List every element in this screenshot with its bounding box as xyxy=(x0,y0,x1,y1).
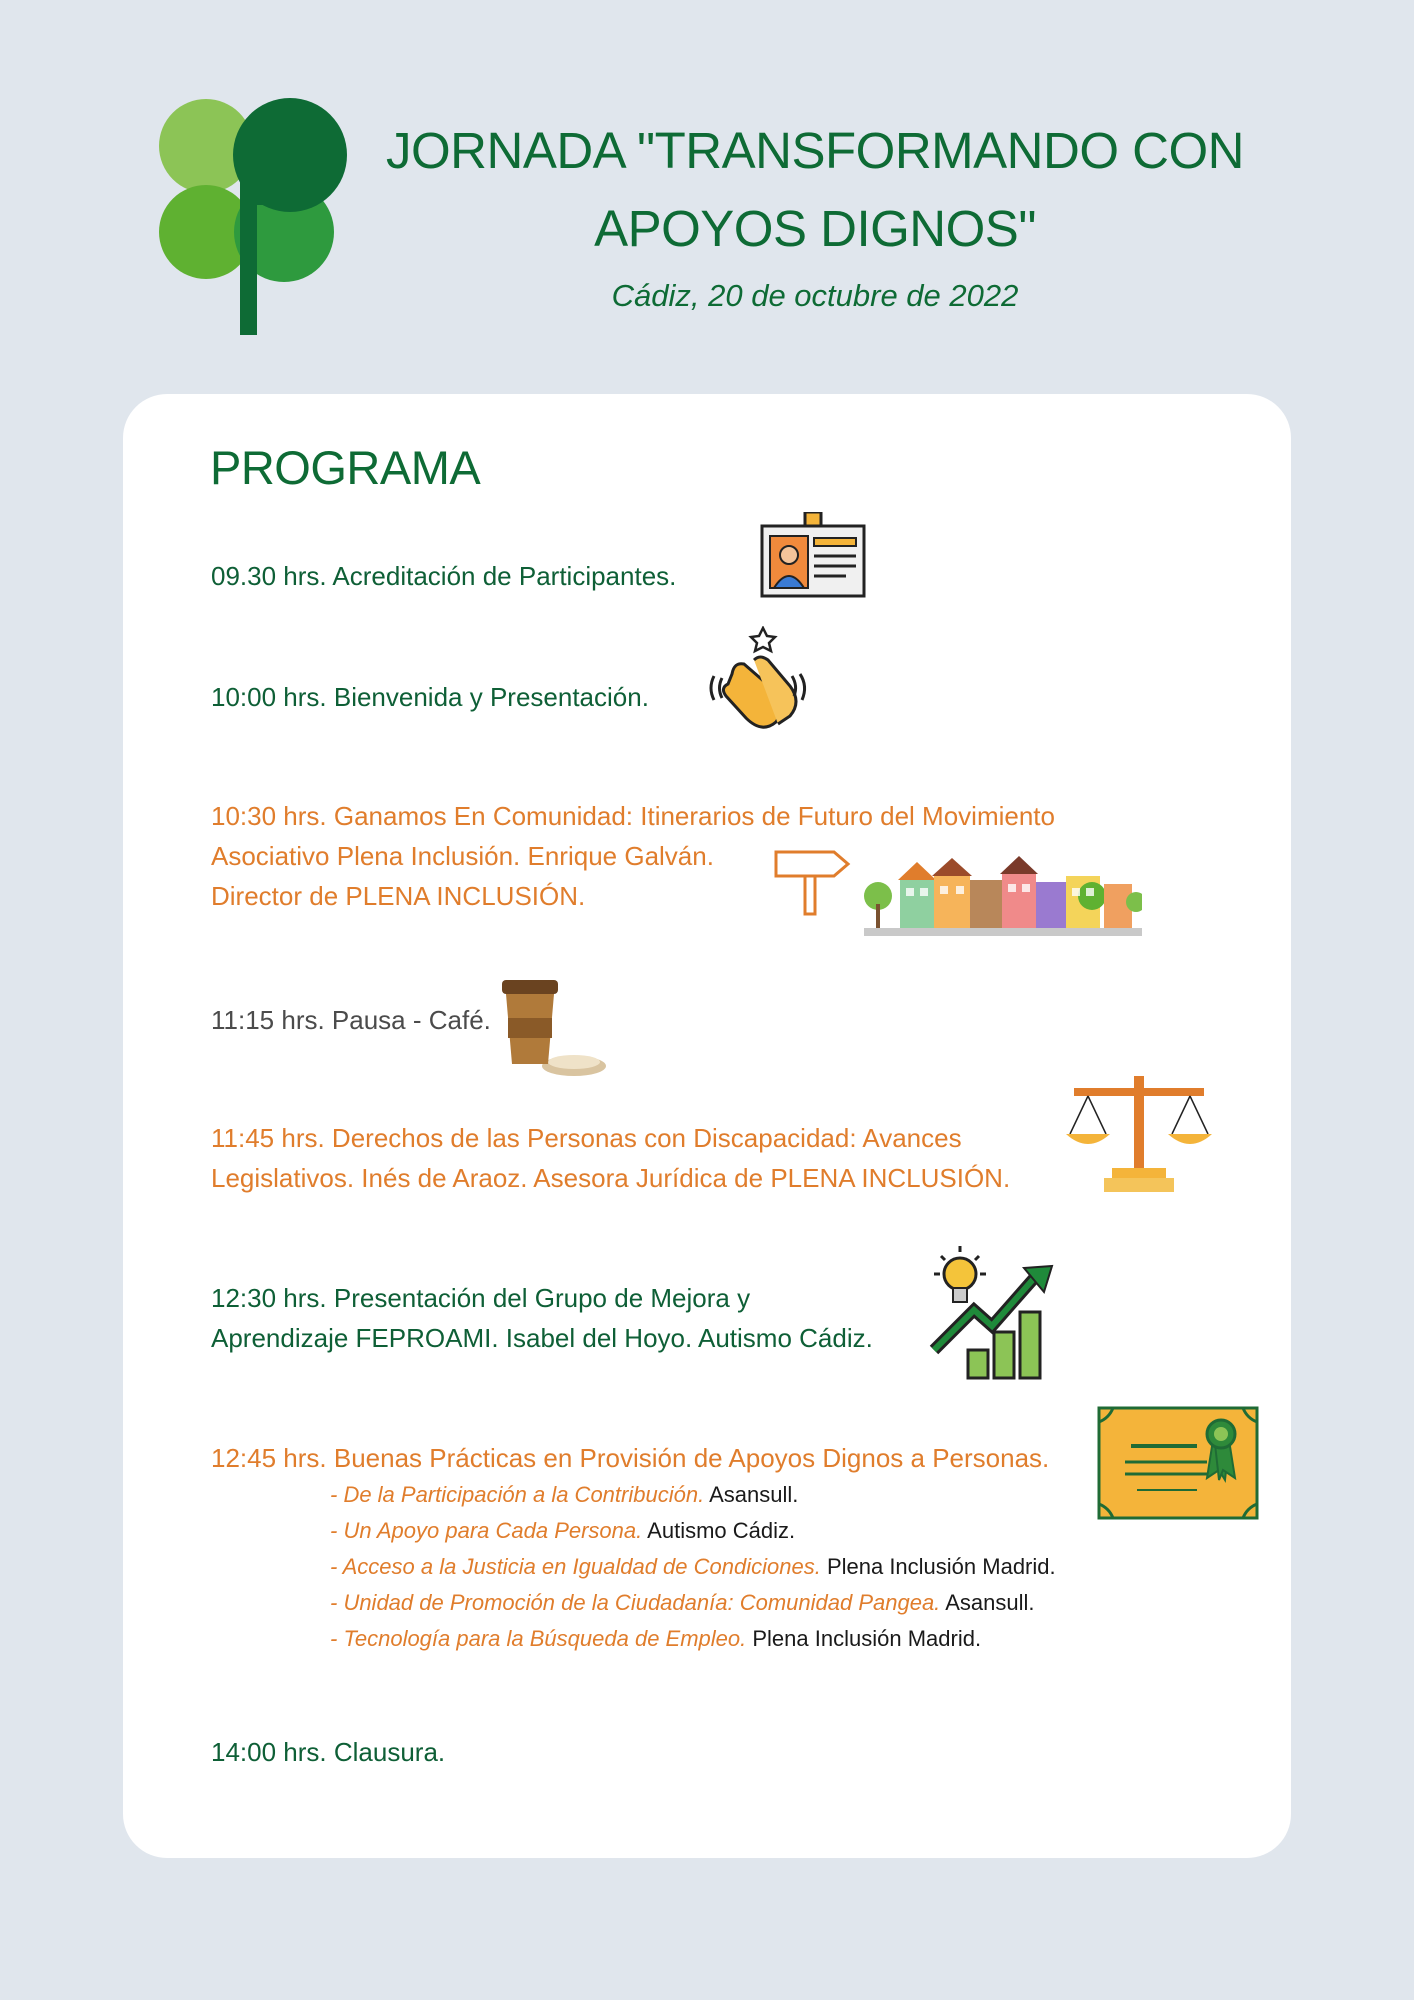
practice-org: Asansull. xyxy=(709,1482,799,1507)
practice-subitem xyxy=(330,1549,1056,1585)
feproami-line-2: Aprendizaje FEPROAMI. Isabel del Hoyo. Autismo Cádiz. xyxy=(211,1323,873,1353)
practice-org: Plena Inclusión Madrid. xyxy=(826,1554,1056,1579)
id-badge-icon xyxy=(760,512,866,598)
event-date: Cádiz, 20 de octubre de 2022 xyxy=(611,278,1019,313)
title-line-1: JORNADA "TRANSFORMANDO CON xyxy=(386,122,1244,179)
clapping-hands-icon xyxy=(704,626,816,734)
agenda-item-welcome: 10:00 hrs. Bienvenida y Presentación. xyxy=(211,682,649,712)
practice-org: Autismo Cádiz. xyxy=(647,1518,796,1543)
agenda-item-good-practices: 12:45 hrs. Buenas Prácticas en Provisión de Apoyos Dignos a Personas. xyxy=(211,1443,1050,1473)
program-heading: PROGRAMA xyxy=(210,441,481,494)
practice-org: Plena Inclusión Madrid. xyxy=(752,1626,982,1651)
practice-title: - Unidad de Promoción de la Ciudadanía: Comunidad Pangea. xyxy=(330,1590,941,1615)
scales-icon xyxy=(1066,1076,1212,1192)
practice-title: - Un Apoyo para Cada Persona. xyxy=(330,1518,643,1543)
agenda-item-closing: 14:00 hrs. Clausura. xyxy=(211,1737,446,1767)
practice-org: Asansull. xyxy=(945,1590,1035,1615)
practice-subitem xyxy=(330,1621,981,1657)
page-title xyxy=(380,112,1250,268)
agenda-item-coffee-break: 11:15 hrs. Pausa - Café. xyxy=(211,1005,491,1035)
agenda-item-accreditation: 09.30 hrs. Acreditación de Participantes. xyxy=(211,561,677,591)
rights-line-2: Legislativos. Inés de Araoz. Asesora Jurídica de PLENA INCLUSIÓN. xyxy=(211,1163,1011,1193)
practice-title: - De la Participación a la Contribución. xyxy=(330,1482,705,1507)
town-houses-icon xyxy=(864,838,1142,936)
community-line-1: 10:30 hrs. Ganamos En Comunidad: Itinerarios de Futuro del Movimiento xyxy=(211,801,1055,831)
practice-title: - Tecnología para la Búsqueda de Empleo. xyxy=(330,1626,747,1651)
community-line-2: Asociativo Plena Inclusión. Enrique Galván. xyxy=(211,841,714,871)
practice-subitem xyxy=(330,1513,795,1549)
signpost-icon xyxy=(772,842,852,916)
practice-title: - Acceso a la Justicia en Igualdad de Condiciones. xyxy=(330,1554,821,1579)
practice-subitem xyxy=(330,1477,798,1513)
community-line-3: Director de PLENA INCLUSIÓN. xyxy=(211,881,586,911)
clover-logo xyxy=(158,98,362,335)
growth-chart-icon xyxy=(928,1246,1056,1380)
agenda-item-rights xyxy=(211,1118,1010,1198)
certificate-icon xyxy=(1097,1406,1259,1520)
rights-line-1: 11:45 hrs. Derechos de las Personas con Discapacidad: Avances xyxy=(211,1123,962,1153)
coffee-cup-icon xyxy=(500,980,610,1078)
agenda-item-feproami xyxy=(211,1278,873,1358)
practice-subitem xyxy=(330,1585,1034,1621)
feproami-line-1: 12:30 hrs. Presentación del Grupo de Mejora y xyxy=(211,1283,751,1313)
title-line-2: APOYOS DIGNOS" xyxy=(594,200,1036,257)
